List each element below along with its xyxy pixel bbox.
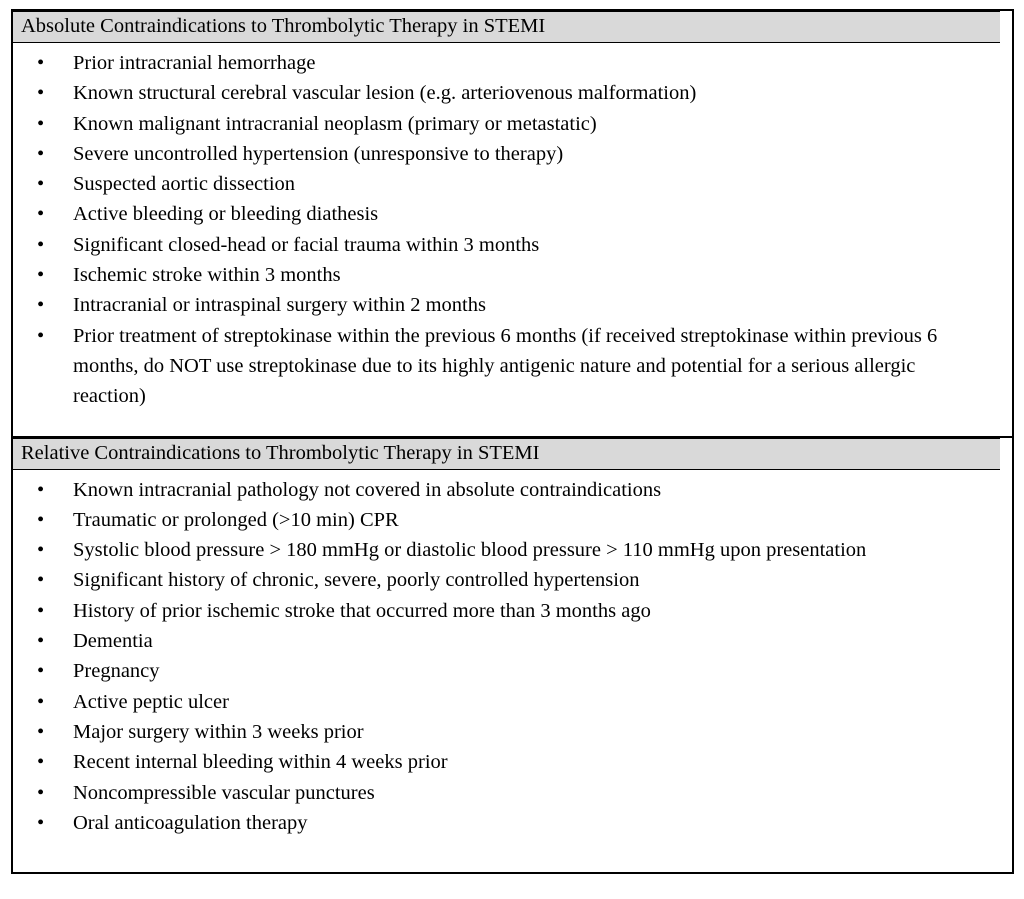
bullet-list-relative — [13, 475, 1002, 839]
list-item-label: Active bleeding or bleeding diathesis — [73, 203, 379, 226]
list-item — [13, 260, 1002, 290]
list-item-label: Known malignant intracranial neoplasm (primary or metastatic) — [73, 112, 597, 135]
list-item — [13, 565, 1002, 595]
bullet-icon: • — [37, 569, 45, 592]
list-item — [13, 48, 1002, 78]
list-item-label: Prior intracranial hemorrhage — [73, 52, 316, 74]
bullet-icon: • — [37, 324, 45, 347]
list-item-label: Suspected aortic dissection — [73, 173, 296, 196]
bullet-icon: • — [37, 173, 45, 196]
section-header-absolute: Absolute Contraindications to Thrombolytic Therapy in STEMI — [13, 11, 1000, 43]
list-item — [13, 78, 1002, 108]
list-item — [13, 139, 1002, 169]
bullet-icon: • — [37, 233, 45, 256]
section-relative-contraindications — [13, 438, 1012, 873]
list-item-label: Ischemic stroke within 3 months — [73, 264, 341, 287]
list-item-label: Prior treatment of streptokinase within the previous 6 months (if received streptokinase within previous 6 months, do NOT use streptokinase due to its highly antigenic nature and potential for a serious allergic reaction) — [73, 324, 938, 408]
list-item-label: Traumatic or prolonged (>10 min) CPR — [73, 508, 399, 531]
bullet-icon: • — [37, 264, 45, 287]
list-item — [13, 535, 1002, 565]
list-item — [13, 687, 1002, 717]
list-item-label: Recent internal bleeding within 4 weeks prior — [73, 751, 448, 774]
section-header-relative: Relative Contraindications to Thrombolytic Therapy in STEMI — [13, 438, 1000, 470]
list-item — [13, 808, 1002, 838]
list-item-label: Dementia — [73, 630, 153, 653]
bullet-icon: • — [37, 508, 45, 531]
section-body-relative — [13, 470, 1012, 873]
list-item-label: Noncompressible vascular punctures — [73, 781, 375, 804]
bullet-icon: • — [37, 751, 45, 774]
bullet-icon: • — [37, 599, 45, 622]
list-item-label: Pregnancy — [73, 660, 160, 683]
list-item — [13, 475, 1002, 505]
bullet-icon: • — [37, 539, 45, 562]
list-item-label: Known intracranial pathology not covered in absolute contraindications — [73, 478, 662, 501]
section-body-absolute — [13, 43, 1012, 436]
list-item — [13, 505, 1002, 535]
list-item — [13, 778, 1002, 808]
list-item-label: Known structural cerebral vascular lesion (e.g. arteriovenous malformation) — [73, 82, 697, 105]
list-item — [13, 199, 1002, 229]
list-item — [13, 230, 1002, 260]
list-item — [13, 169, 1002, 199]
bullet-icon: • — [37, 478, 45, 501]
list-item-label: Significant closed-head or facial trauma within 3 months — [73, 233, 540, 256]
list-item-label: Intracranial or intraspinal surgery within 2 months — [73, 294, 486, 317]
bullet-icon: • — [37, 690, 45, 713]
list-item — [13, 656, 1002, 686]
bullet-icon: • — [37, 82, 45, 105]
list-item-label: Significant history of chronic, severe, poorly controlled hypertension — [73, 569, 640, 592]
list-item-label: Oral anticoagulation therapy — [73, 811, 308, 834]
bullet-icon: • — [37, 781, 45, 804]
bullet-icon: • — [37, 142, 45, 165]
list-item — [13, 321, 1002, 412]
bullet-list-absolute — [13, 48, 1002, 412]
list-item — [13, 290, 1002, 320]
bullet-icon: • — [37, 203, 45, 226]
section-absolute-contraindications — [13, 11, 1012, 436]
list-item-label: Active peptic ulcer — [73, 690, 229, 713]
list-item — [13, 626, 1002, 656]
bullet-icon: • — [37, 630, 45, 653]
list-item-label: Systolic blood pressure > 180 mmHg or diastolic blood pressure > 110 mmHg upon presentation — [73, 539, 867, 562]
contraindications-table — [11, 9, 1014, 874]
bullet-icon: • — [37, 112, 45, 135]
bullet-icon: • — [37, 720, 45, 743]
list-item — [13, 717, 1002, 747]
bullet-icon: • — [37, 660, 45, 683]
list-item — [13, 596, 1002, 626]
list-item — [13, 109, 1002, 139]
list-item-label: Severe uncontrolled hypertension (unresponsive to therapy) — [73, 142, 564, 165]
bullet-icon: • — [37, 294, 45, 317]
list-item — [13, 747, 1002, 777]
list-item-label: History of prior ischemic stroke that occurred more than 3 months ago — [73, 599, 651, 622]
list-item-label: Major surgery within 3 weeks prior — [73, 720, 364, 743]
bullet-icon: • — [37, 52, 45, 74]
bullet-icon: • — [37, 811, 45, 834]
